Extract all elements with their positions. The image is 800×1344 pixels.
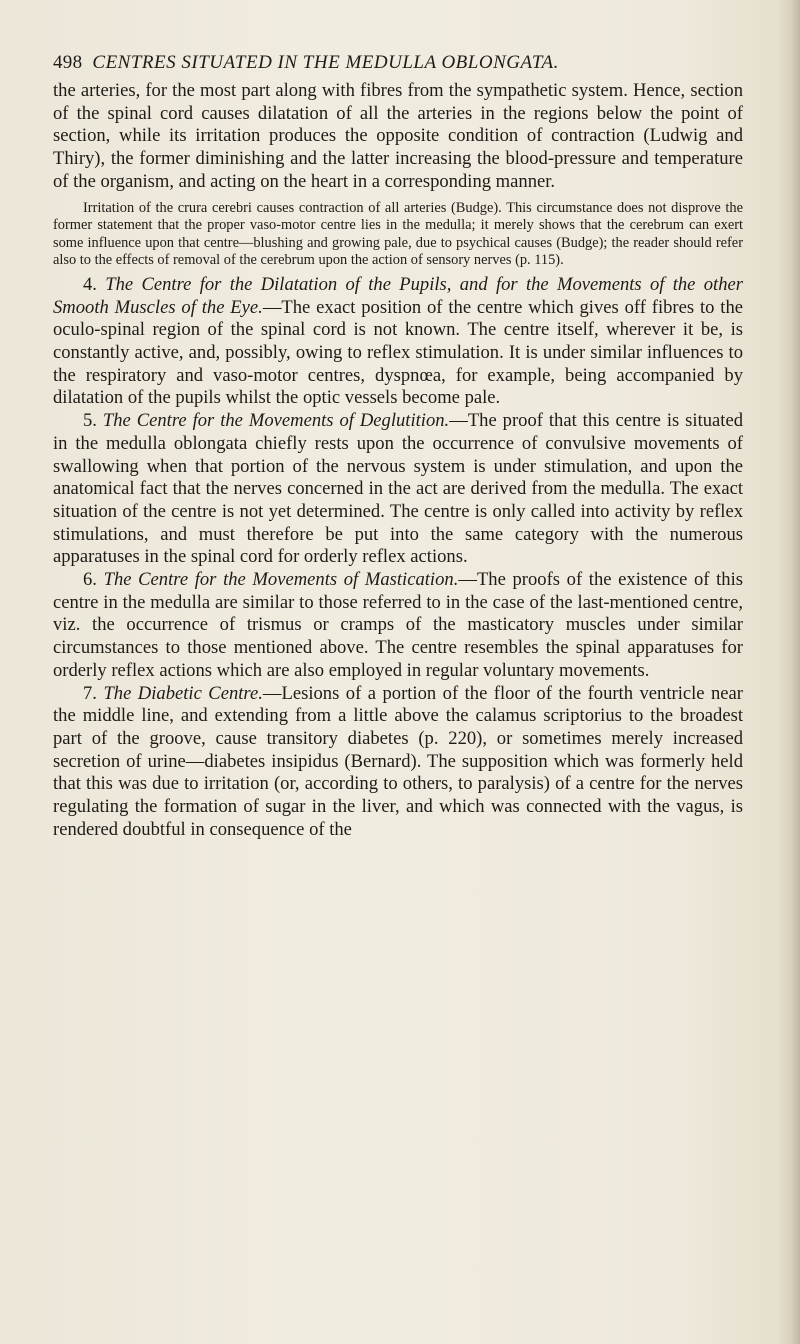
running-title: CENTRES SITUATED IN THE MEDULLA OBLONGATA. [92,52,559,73]
section-heading: The Diabetic Centre. [103,682,263,704]
section-number: 4. [83,273,97,295]
running-header [53,52,743,74]
section-heading: The Centre for the Dilatation of the Pupils, and for the Movements of the other Smooth Muscles of the Eye. [53,273,743,318]
section-body: —The proof that this centre is situated in the medulla oblongata chiefly rests upon the occurrence of convulsive movements of swallowing when that portion of the nervous system is under stimulation, and upon the anatomical fact that the nerves concerned in the act are derived from the medulla. The exact situation of the centre is not yet determined. The centre is only called into activity by reflex stimulations, and must therefore be put into the same category with the numerous apparatuses in the spinal cord for orderly reflex actions. [53,410,744,568]
section-number: 5. [83,410,97,432]
section-number: 7. [83,682,97,704]
section-body: —Lesions of a portion of the floor of the fourth ventricle near the middle line, and extending from a little above the calamus scriptorius to the broadest part of the groove, cause transitory diabetes (p. 220), or sometimes merely increased secretion of urine—diabetes insipidus (Bernard). The supposition which was formerly held that this was due to irritation (or, according to others, to paralysis) of a centre for the nerves regulating the formation of sugar in the liver, and which was connected with the vagus, is rendered doubtful in consequence of the [53,682,743,840]
page-number: 498 [53,52,83,73]
section-6-mastication [53,569,743,683]
section-heading: The Centre for the Movements of Mastication. [103,569,459,591]
small-print-note: Irritation of the crura cerebri causes contraction of all arteries (Budge). This circumstance does not disprove the former statement that the proper vaso-motor centre lies in the medulla; it merely shows that the cerebrum can exert some influence upon that centre—blushing and growing pale, due to psychical causes (Budge); the reader should refer also to the effects of removal of the cerebrum upon the action of sensory nerves (p. 115). [53,199,743,269]
section-body: —The proofs of the existence of this centre in the medulla are similar to those referred to in the case of the last-mentioned centre, viz. the occurrence of trismus or cramps of the masticatory muscles under similar circumstances to those mentioned above. The centre resembles the spinal apparatuses for orderly reflex actions which are also employed in regular voluntary movements. [53,569,743,681]
page-edge-shadow [778,0,800,1344]
section-5-deglutition [53,410,743,569]
section-4-dilatation-of-pupils [53,274,743,410]
section-heading: The Centre for the Movements of Deglutition. [102,410,450,432]
section-body: —The exact position of the centre which gives off fibres to the oculo-spinal region of the spinal cord is not known. The centre itself, wherever it be, is constantly active, and, possibly, owing to reflex stimulation. It is under similar influences to the respiratory and vaso-motor centres, dyspnœa, for example, being accompanied by dilatation of the pupils whilst the optic vessels become pale. [53,296,743,409]
page-body [53,80,743,841]
paragraph-arteries: the arteries, for the most part along with fibres from the sympathetic system. Hence, section of the spinal cord causes dilatation of all the arteries in the regions below the point of section, while its irritation produces the opposite condition of contraction (Ludwig and Thiry), the former diminishing and the latter increasing the blood-pressure and temperature of the organism, and acting on the heart in a corresponding manner. [53,80,743,192]
section-number: 6. [83,569,97,591]
section-7-diabetic-centre [53,683,743,842]
